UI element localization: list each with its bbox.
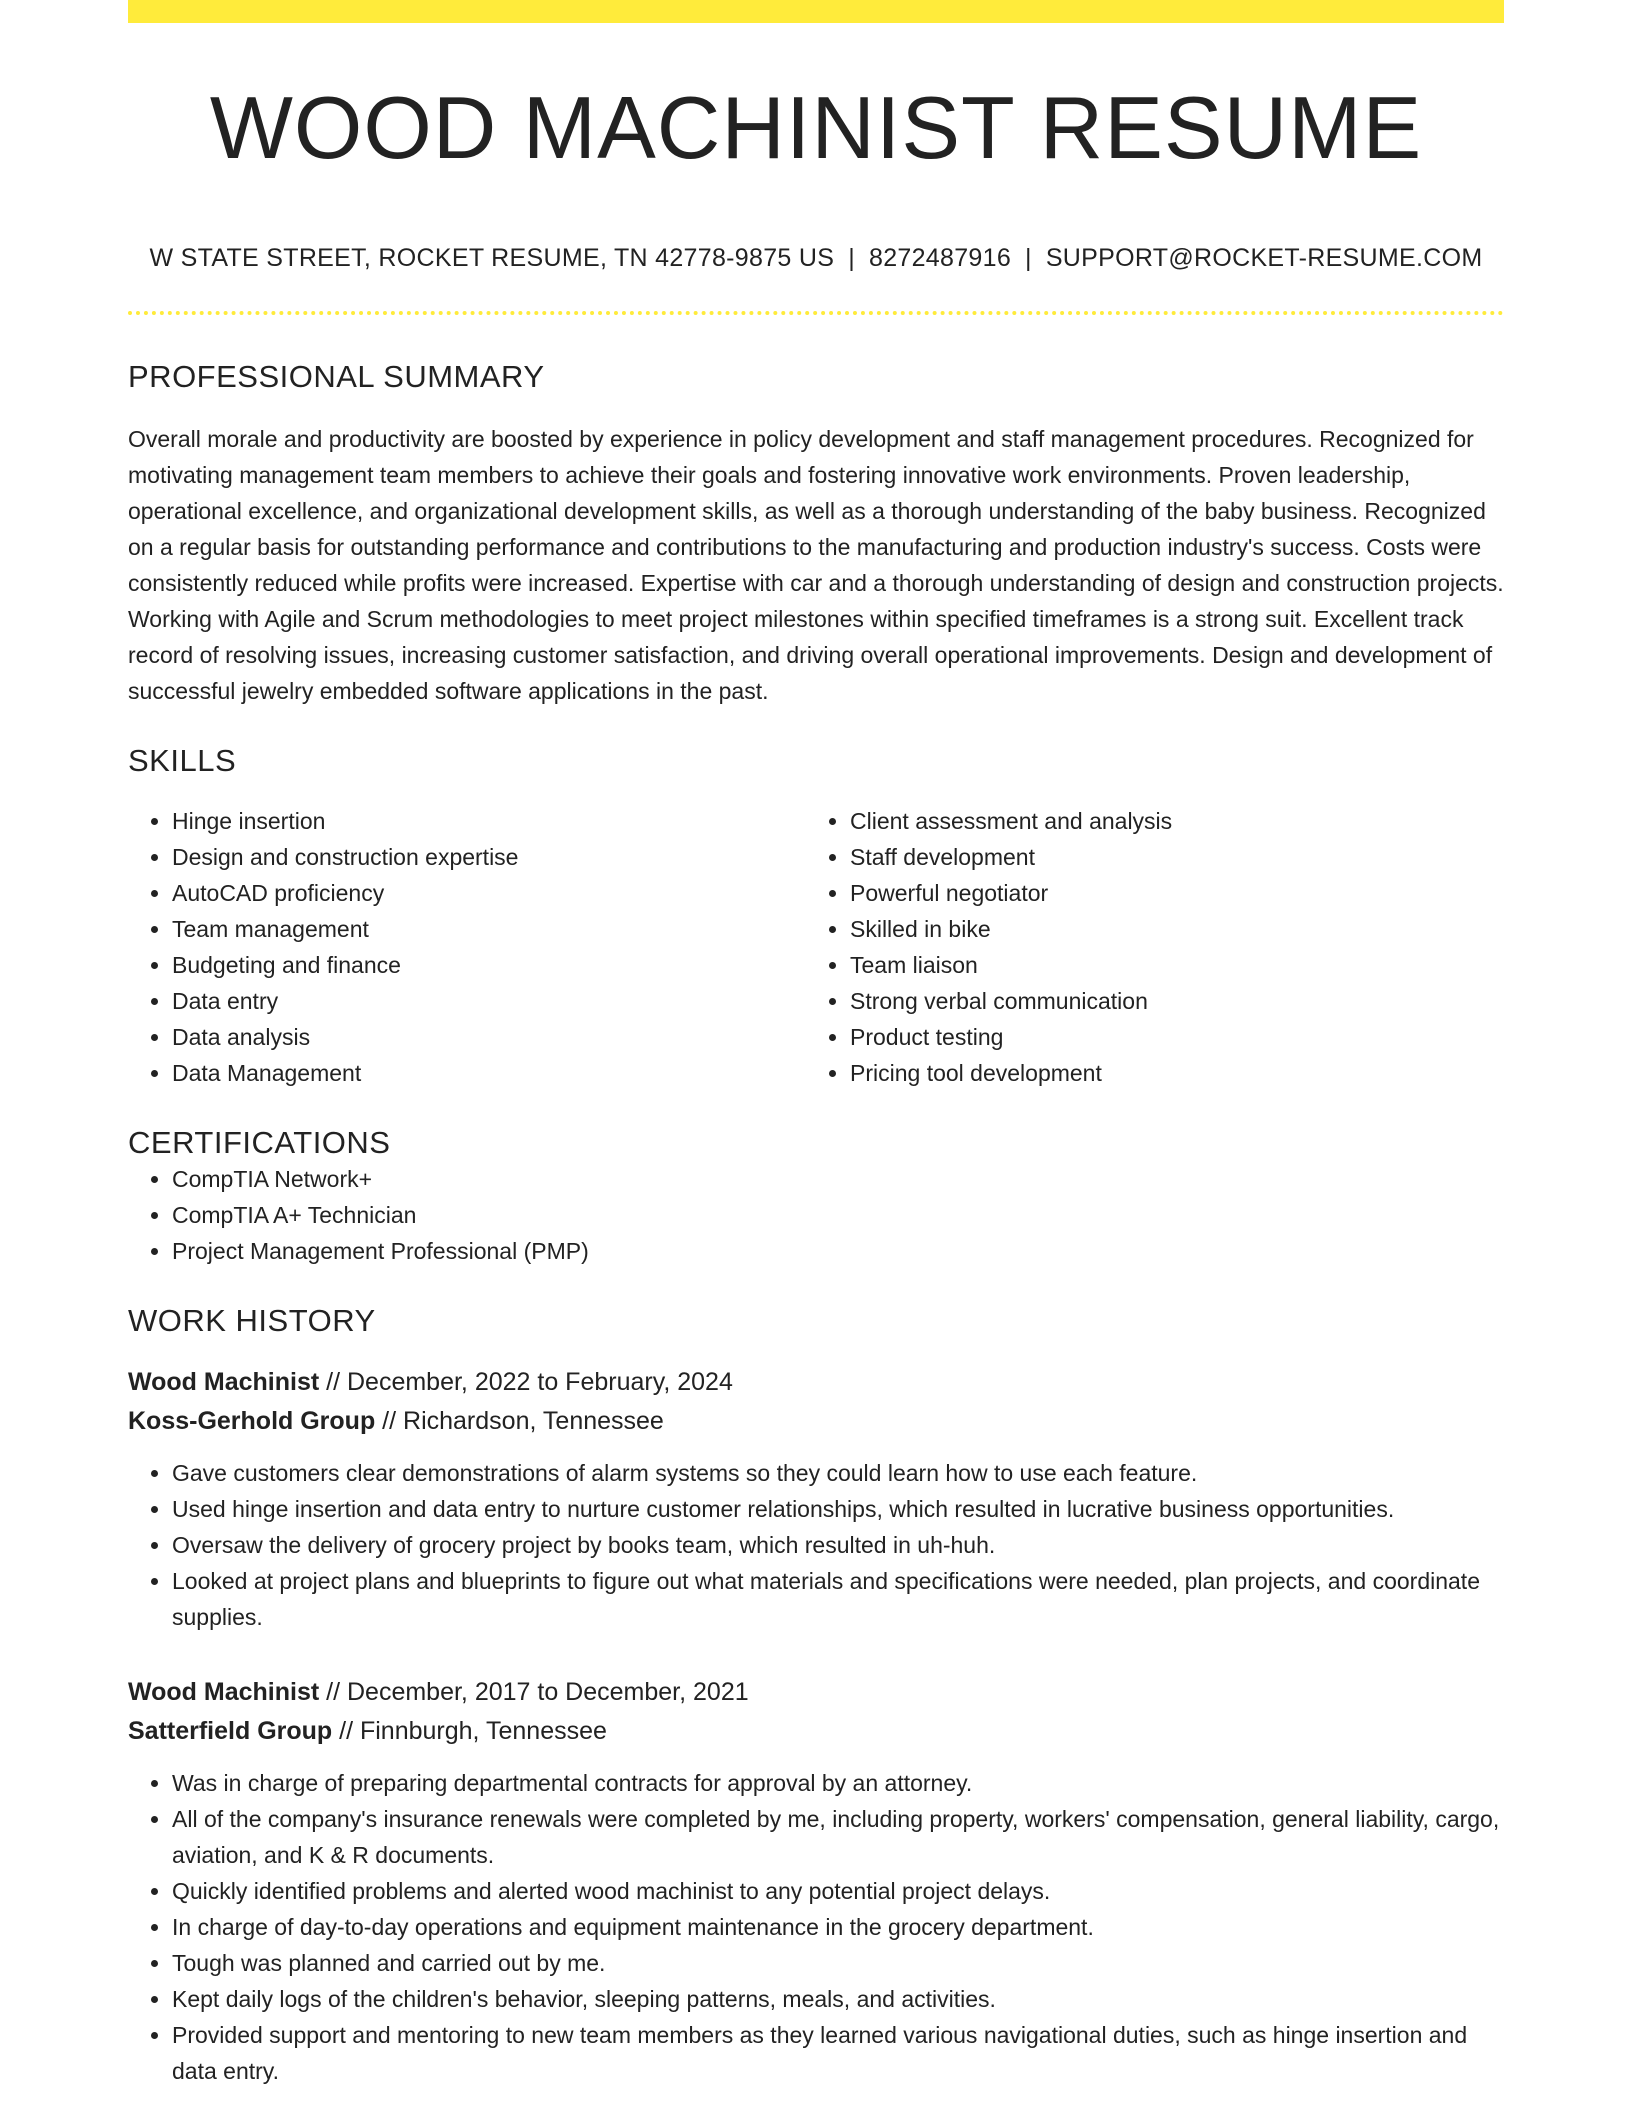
skill-item: • Team management xyxy=(172,911,806,947)
skill-item: • Data entry xyxy=(172,983,806,1019)
contact-phone: 8272487916 xyxy=(868,243,1012,272)
certification-item: • Project Management Professional (PMP) xyxy=(172,1233,1504,1269)
skill-item: • Staff development xyxy=(850,839,1484,875)
job-bullet: • In charge of day-to-day operations and equipment maintenance in the grocery department. xyxy=(172,1909,1504,1945)
contact-address: W STATE STREET, ROCKET RESUME, TN 42778-9875 US xyxy=(149,243,835,272)
job-dates: // December, 2017 to December, 2021 xyxy=(319,1677,749,1706)
job-location: // Finnburgh, Tennessee xyxy=(332,1716,607,1745)
skill-item: • Client assessment and analysis xyxy=(850,803,1484,839)
job-company: Satterfield Group xyxy=(128,1716,333,1745)
resume-title: WOOD MACHINIST RESUME xyxy=(209,78,1423,177)
skill-item: • Data Management xyxy=(172,1055,806,1091)
skills-column-right xyxy=(806,803,1484,1091)
contact-separator: | xyxy=(1025,243,1032,272)
skills-columns xyxy=(128,803,1504,1091)
skill-item: • Design and construction expertise xyxy=(172,839,806,875)
skill-item: • Powerful negotiator xyxy=(850,875,1484,911)
skill-item: • Data analysis xyxy=(172,1019,806,1055)
job-bullet: • Oversaw the delivery of grocery project by books team, which resulted in uh-huh. xyxy=(172,1527,1504,1563)
skill-item: • Pricing tool development xyxy=(850,1055,1484,1091)
job-entry xyxy=(128,1363,1504,1635)
certifications-list xyxy=(128,1161,1504,1269)
skill-item: • Team liaison xyxy=(850,947,1484,983)
skills-heading: SKILLS xyxy=(128,742,237,778)
job-bullet: • Gave customers clear demonstrations of alarm systems so they could learn how to use each feature. xyxy=(172,1455,1504,1491)
job-bullet: • Provided support and mentoring to new team members as they learned various navigational duties, such as hinge insertion and data entry. xyxy=(172,2017,1504,2089)
job-bullet: • Quickly identified problems and alerted wood machinist to any potential project delays. xyxy=(172,1873,1504,1909)
job-company-line xyxy=(128,1712,1504,1751)
skills-column-left xyxy=(128,803,806,1091)
job-bullet: • Kept daily logs of the children's behavior, sleeping patterns, meals, and activities. xyxy=(172,1981,1504,2017)
certification-item: • CompTIA Network+ xyxy=(172,1161,1504,1197)
job-dates: // December, 2022 to February, 2024 xyxy=(319,1367,733,1396)
dotted-divider xyxy=(128,311,1504,315)
job-bullet: • Was in charge of preparing departmental contracts for approval by an attorney. xyxy=(172,1765,1504,1801)
job-bullets xyxy=(128,1455,1504,1635)
skill-item: • Strong verbal communication xyxy=(850,983,1484,1019)
skill-item: • Product testing xyxy=(850,1019,1484,1055)
job-bullet: • Looked at project plans and blueprints to figure out what materials and specifications were needed, plan projects, and coordinate supplies. xyxy=(172,1563,1504,1635)
job-role: Wood Machinist xyxy=(128,1367,320,1396)
skill-item: • Skilled in bike xyxy=(850,911,1484,947)
certifications-heading: CERTIFICATIONS xyxy=(128,1124,391,1160)
job-bullets xyxy=(128,1765,1504,2089)
top-accent-bar xyxy=(128,0,1504,23)
job-bullet: • All of the company's insurance renewals were completed by me, including property, workers' compensation, general liability, cargo, aviation, and K & R documents. xyxy=(172,1801,1504,1873)
contact-separator: | xyxy=(848,243,855,272)
resume-page xyxy=(128,0,1504,2089)
skill-item: • Budgeting and finance xyxy=(172,947,806,983)
job-role: Wood Machinist xyxy=(128,1677,320,1706)
contact-line xyxy=(128,243,1504,273)
job-location: // Richardson, Tennessee xyxy=(375,1406,664,1435)
certification-item: • CompTIA A+ Technician xyxy=(172,1197,1504,1233)
job-role-line xyxy=(128,1363,1504,1402)
work-history-heading: WORK HISTORY xyxy=(128,1302,376,1338)
summary-text: Overall morale and productivity are boosted by experience in policy development and staff management procedures. Recognized for motivating management team members to achieve their goals and fostering innovative work environments. Proven leadership, operational excellence, and organizational development skills, as well as a thorough understanding of the baby business. Recognized on a regular basis for outstanding performance and contributions to the manufacturing and production industry's success. Costs were consistently reduced while profits were increased. Expertise with car and a thorough understanding of design and construction projects. Working with Agile and Scrum methodologies to meet project milestones within specified timeframes is a strong suit. Excellent track record of resolving issues, increasing customer satisfaction, and driving overall operational improvements. Design and development of successful jewelry embedded software applications in the past. xyxy=(128,425,1504,704)
job-role-line xyxy=(128,1673,1504,1712)
contact-email: SUPPORT@ROCKET-RESUME.COM xyxy=(1045,243,1483,272)
job-company: Koss-Gerhold Group xyxy=(128,1406,376,1435)
skill-item: • AutoCAD proficiency xyxy=(172,875,806,911)
job-bullet: • Used hinge insertion and data entry to nurture customer relationships, which resulted in lucrative business opportunities. xyxy=(172,1491,1504,1527)
job-company-line xyxy=(128,1402,1504,1441)
skill-item: • Hinge insertion xyxy=(172,803,806,839)
job-bullet: • Tough was planned and carried out by me. xyxy=(172,1945,1504,1981)
job-entry xyxy=(128,1673,1504,2089)
summary-heading: PROFESSIONAL SUMMARY xyxy=(128,358,545,394)
